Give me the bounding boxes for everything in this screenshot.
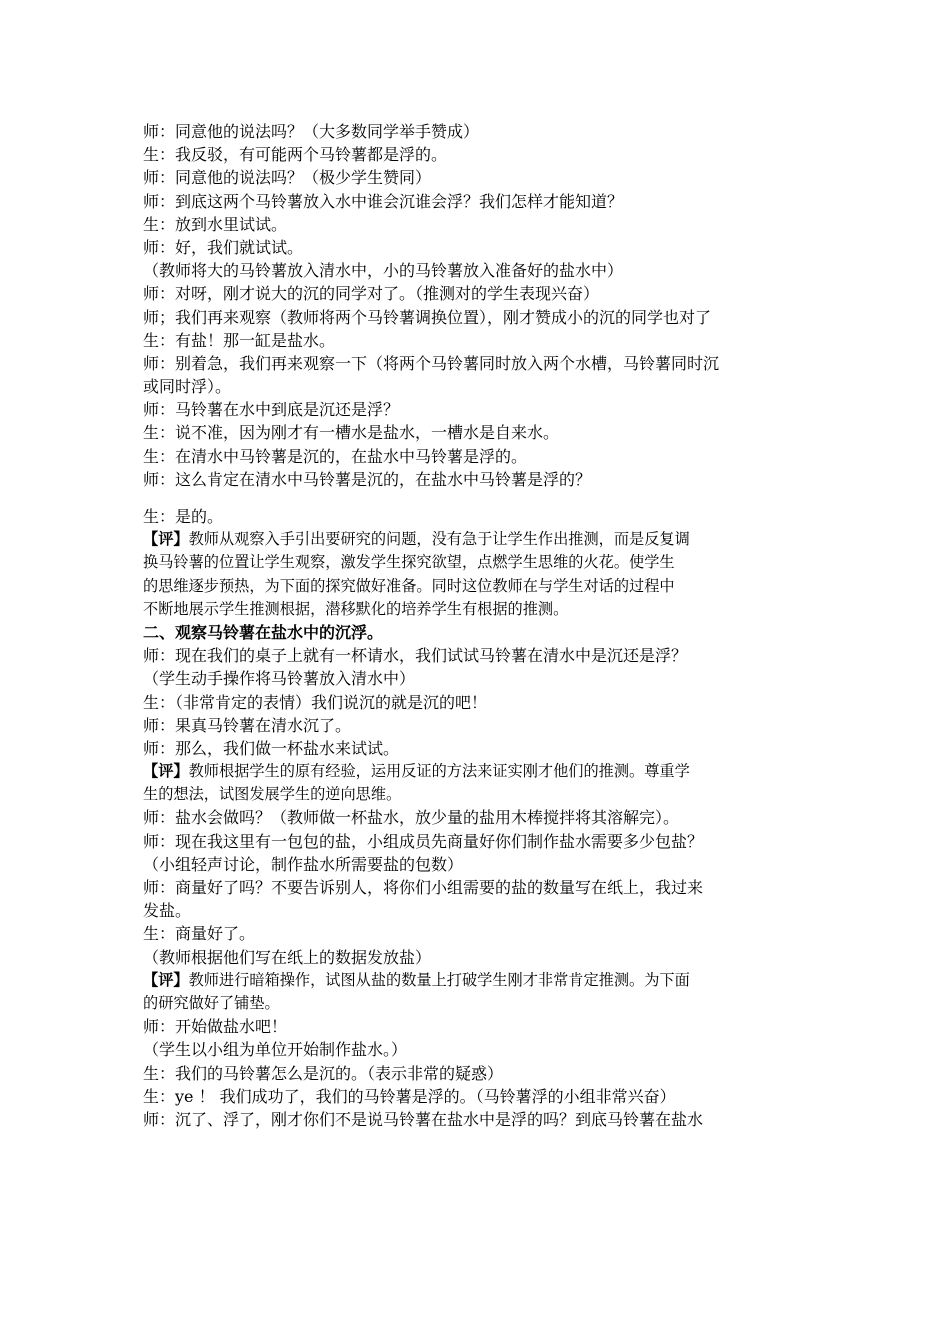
- dialogue-line: 或同时浮）。: [143, 377, 232, 397]
- dialogue-line: 师：对呀，刚才说大的沉的同学对了。（推测对的学生表现兴奋）: [143, 284, 600, 304]
- dialogue-line: 生：我反驳，有可能两个马铃薯都是浮的。: [143, 145, 448, 165]
- dialogue-line: （学生动手操作将马铃薯放入清水中）: [143, 669, 416, 689]
- evaluation-paragraph-1: [143, 528, 811, 621]
- dialogue-line: 师：现在我这里有一包包的盐，小组成员先商量好你们制作盐水需要多少包盐？: [143, 831, 704, 851]
- evaluation-tag: 【评】: [143, 762, 189, 781]
- evaluation-text: 教师根据学生的原有经验，运用反证的方法来证实刚才他们的推测。尊重学: [188, 762, 690, 781]
- paragraph-gap: [143, 491, 811, 505]
- evaluation-line: [143, 969, 811, 992]
- evaluation-line: [143, 760, 811, 783]
- evaluation-line: 换马铃薯的位置让学生观察，激发学生探究欲望，点燃学生思维的火花。使学生: [143, 553, 675, 572]
- evaluation-tag: 【评】: [143, 970, 189, 989]
- dialogue-block-3: [143, 806, 811, 968]
- dialogue-block-2: [143, 644, 811, 760]
- evaluation-paragraph-3: [143, 969, 811, 1015]
- dialogue-line: 生：有盐！那一缸是盐水。: [143, 330, 336, 350]
- dialogue-line: 生：商量好了。: [143, 924, 256, 944]
- evaluation-line: 不断地展示学生推测根据，潜移默化的培养学生有根据的推测。: [143, 599, 569, 618]
- dialogue-line: 师：同意他的说法吗？（极少学生赞同）: [143, 168, 432, 188]
- evaluation-line: 的研究做好了铺垫。: [143, 993, 280, 1012]
- dialogue-line: 生：我们的马铃薯怎么是沉的。（表示非常的疑惑）: [143, 1063, 504, 1083]
- dialogue-line: 师：到底这两个马铃薯放入水中谁会沉谁会浮？我们怎样才能知道？: [143, 191, 624, 211]
- evaluation-paragraph-2: [143, 760, 811, 806]
- evaluation-tag: 【评】: [143, 530, 189, 549]
- dialogue-line: 生：在清水中马铃薯是沉的，在盐水中马铃薯是浮的。: [143, 446, 528, 466]
- dialogue-block-4: [143, 1015, 811, 1131]
- dialogue-line: （小组轻声讨论，制作盐水所需要盐的包数）: [143, 854, 464, 874]
- section-heading: 二、观察马铃薯在盐水中的沉浮。: [143, 622, 384, 642]
- dialogue-line: 师：好，我们就试试。: [143, 237, 304, 257]
- dialogue-line: 师：同意他的说法吗？（大多数同学举手赞成）: [143, 122, 480, 141]
- dialogue-line: 师：马铃薯在水中到底是沉还是浮？: [143, 400, 400, 420]
- document-page: [143, 120, 811, 1131]
- dialogue-block-1: [143, 120, 811, 491]
- dialogue-line: （教师根据他们写在纸上的数据发放盐）: [143, 947, 432, 967]
- dialogue-line: 师：果真马铃薯在清水沉了。: [143, 715, 352, 735]
- dialogue-line: 师：开始做盐水吧！: [143, 1017, 288, 1037]
- evaluation-line: [143, 528, 811, 551]
- evaluation-text: 教师进行暗箱操作，试图从盐的数量上打破学生刚才非常肯定推测。为下面: [188, 970, 690, 989]
- evaluation-line: 生的想法，试图发展学生的逆向思维。: [143, 785, 402, 804]
- dialogue-line: （学生以小组为单位开始制作盐水。）: [143, 1040, 408, 1060]
- dialogue-line: （教师将大的马铃薯放入清水中，小的马铃薯放入准备好的盐水中）: [143, 261, 624, 281]
- dialogue-line: 师：沉了、浮了，刚才你们不是说马铃薯在盐水中是浮的吗？到底马铃薯在盐水: [143, 1109, 704, 1129]
- dialogue-line: 师：这么肯定在清水中马铃薯是沉的，在盐水中马铃薯是浮的？: [143, 469, 592, 489]
- evaluation-text: 教师从观察入手引出要研究的问题，没有急于让学生作出推测，而是反复调: [188, 530, 690, 549]
- dialogue-line: 生：ye ！ 我们成功了，我们的马铃薯是浮的。（马铃薯浮的小组非常兴奋）: [143, 1086, 676, 1106]
- dialogue-line: 生：（非常肯定的表情）我们说沉的就是沉的吧！: [143, 692, 488, 712]
- dialogue-line: 师：那么，我们做一杯盐水来试试。: [143, 738, 400, 758]
- dialogue-line: 生：说不准，因为刚才有一槽水是盐水，一槽水是自来水。: [143, 423, 560, 443]
- dialogue-line: 师：盐水会做吗？（教师做一杯盐水，放少量的盐用木棒搅拌将其溶解完）。: [143, 808, 680, 828]
- dialogue-line: 生：放到水里试试。: [143, 214, 288, 234]
- dialogue-line: 师；我们再来观察（教师将两个马铃薯调换位置），刚才赞成小的沉的同学也对了: [143, 307, 712, 327]
- dialogue-line: 发盐。: [143, 901, 192, 921]
- dialogue-line: 师：商量好了吗？不要告诉别人，将你们小组需要的盐的数量写在纸上，我过来: [143, 878, 704, 897]
- dialogue-line: 生：是的。: [143, 507, 224, 526]
- dialogue-line: 师：现在我们的桌子上就有一杯请水，我们试试马铃薯在清水中是沉还是浮？: [143, 646, 688, 666]
- evaluation-line: 的思维逐步预热，为下面的探究做好准备。同时这位教师在与学生对话的过程中: [143, 576, 675, 595]
- dialogue-line: 师：别着急，我们再来观察一下（将两个马铃薯同时放入两个水槽，马铃薯同时沉: [143, 353, 720, 373]
